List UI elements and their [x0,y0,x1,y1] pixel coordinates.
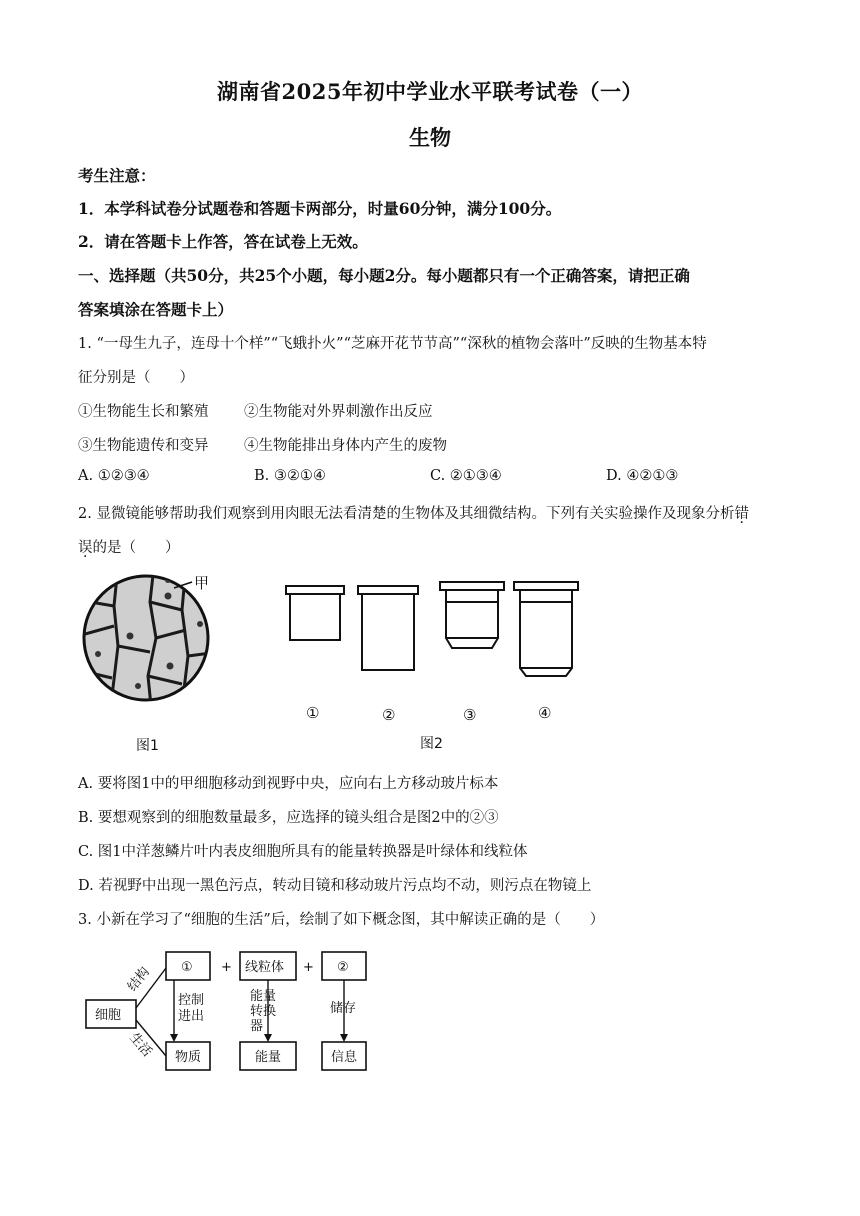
diagram-label-mito: 线粒体 [245,960,285,975]
diagram-label-life: 生活 [126,1030,155,1060]
lens-1-body [290,594,340,640]
lens-4-collar [520,590,572,602]
q2-stem-line1 [78,502,784,523]
q2-stem-text: 2. 显微镜能够帮助我们观察到用肉眼无法看清楚的生物体及其细微结构。下列有关实验操作及现象分析 [78,506,735,522]
diagram-label-cell: 细胞 [95,1008,122,1023]
lens-3-thread [440,582,504,590]
q3-concept-diagram [82,944,392,1076]
diagram-label-2: ② [337,960,349,975]
figure-1-microscope-view [78,566,238,756]
lens-3-body [446,602,498,648]
q2-stem-tail: 的是（ ） [92,540,180,556]
lens-1-rim [286,586,344,594]
q1-item-4: ④生物能排出身体内产生的废物 [244,438,447,454]
lens-2-rim [358,586,418,594]
diagram-label-inout: 进出 [178,1009,205,1024]
q2-stem-line2 [78,536,784,557]
lens-2-number: ② [382,706,396,724]
q1-option-b: B. ③②①④ [254,468,326,484]
notice-heading: 考生注意： [78,166,156,185]
q1-option-a: A. ①②③④ [78,468,150,484]
diagram-label-energy-conv-1: 能量 [250,989,277,1004]
q1-stem-line2: 征分别是（ ） [78,370,194,386]
q3-stem-line1: 3. 小新在学习了“细胞的生活”后，绘制了如下概念图，其中解读正确的是（ ） [78,912,605,928]
q2-option-d: D. 若视野中出现一黑色污点，转动目镜和移动玻片污点均不动，则污点在物镜上 [78,878,592,894]
lens-3-number: ③ [463,706,477,724]
lens-4-number: ④ [538,704,552,722]
lens-4-thread [514,582,578,590]
diagram-plus-1: + [221,960,232,975]
q1-item-1: ①生物能生长和繁殖 [78,404,209,420]
figure-2-caption: 图2 [420,736,443,752]
section-heading-line1: 一、选择题（共50分，共25个小题，每小题2分。每小题都只有一个正确答案，请把正确 [78,266,690,285]
notice-item-1: 1．本学科试卷分试题卷和答题卡两部分，时量60分钟，满分100分。 [78,199,562,218]
figure-1-caption: 图1 [136,738,159,754]
subject-title: 生物 [409,125,451,150]
page-title: 湖南省2025年初中学业水平联考试卷（一） [217,79,643,104]
q1-stem-line1: 1. “一母生九子，连母十个样”“飞蛾扑火”“芝麻开花节节高”“深秋的植物会落叶”反映的生物基本特 [78,336,707,352]
q2-emphasis-char-2: 误 [78,540,93,556]
q2-option-a: A. 要将图1中的甲细胞移动到视野中央，应向右上方移动玻片标本 [78,776,499,792]
q1-option-d: D. ④②①③ [606,468,679,484]
q2-emphasis-char-1: 错 [734,506,749,522]
q1-item-3: ③生物能遗传和变异 [78,438,209,454]
lens-1-number: ① [306,704,320,722]
diagram-label-energy-conv-3: 器 [250,1019,264,1034]
diagram-label-control: 控制 [178,993,205,1008]
diagram-label-structure: 结构 [125,964,153,995]
figure-2-lenses [270,572,610,756]
diagram-label-matter: 物质 [175,1050,202,1065]
q2-option-c: C. 图1中洋葱鳞片叶内表皮细胞所具有的能量转换器是叶绿体和线粒体 [78,844,528,860]
q1-option-c: C. ②①③④ [430,468,502,484]
diagram-label-energy-conv-2: 转换 [250,1004,277,1019]
figure-1-label-jia: 甲 [194,574,210,592]
lens-3-collar [446,590,498,602]
diagram-plus-2: + [303,960,314,975]
diagram-label-1: ① [181,960,193,975]
section-heading-line2: 答案填涂在答题卡上） [78,300,234,319]
lens-4-body [520,602,572,676]
lens-2-body [362,594,414,670]
q1-item-2: ②生物能对外界刺激作出反应 [244,404,433,420]
diagram-label-energy: 能量 [255,1050,282,1065]
notice-item-2: 2．请在答题卡上作答，答在试卷上无效。 [78,232,368,251]
q2-option-b: B. 要想观察到的细胞数量最多，应选择的镜头组合是图2中的②③ [78,810,499,826]
diagram-label-store: 储存 [330,1001,357,1016]
diagram-label-info: 信息 [331,1050,358,1065]
